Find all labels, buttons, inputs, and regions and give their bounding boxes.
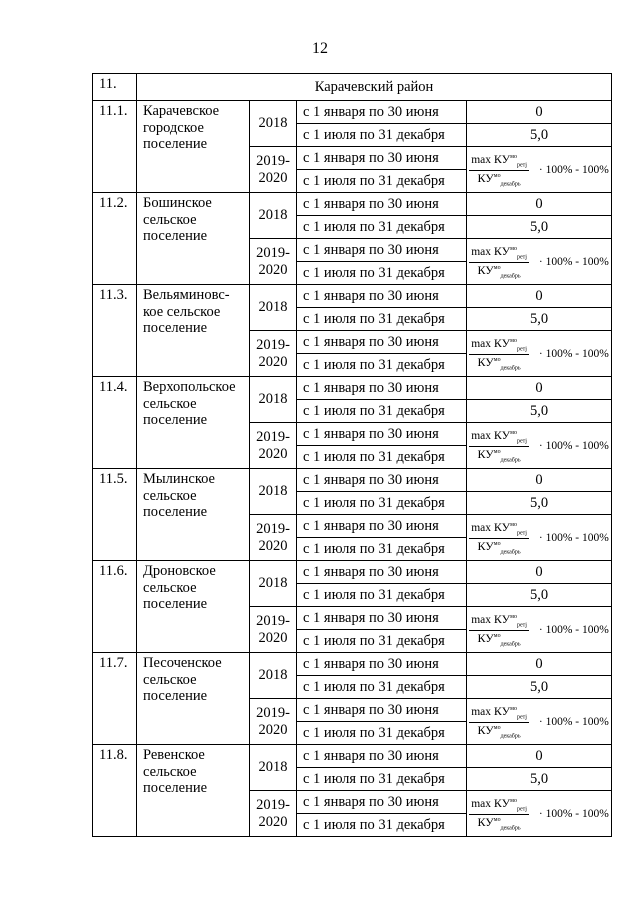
period-cell: с 1 января по 30 июня bbox=[297, 561, 467, 584]
row-number: 11.8. bbox=[93, 745, 137, 837]
formula-tail: · 100% - 100% bbox=[538, 531, 609, 544]
formula-ku: КУ bbox=[477, 355, 494, 369]
settlement-name: Песоченское сельское поселение bbox=[137, 653, 250, 745]
formula-sub: декабрь bbox=[500, 273, 521, 280]
settlement-name: Верхопольское сельское поселение bbox=[137, 377, 250, 469]
formula-ku: КУ bbox=[493, 703, 511, 718]
formula-sup: мо bbox=[493, 449, 501, 456]
formula-denominator bbox=[476, 631, 523, 648]
formula-sub: ретј bbox=[516, 438, 527, 445]
period-cell: с 1 января по 30 июня bbox=[297, 147, 467, 170]
formula-fraction bbox=[469, 245, 529, 280]
formula-denominator bbox=[476, 263, 523, 280]
formula-sup: мо bbox=[510, 797, 517, 804]
formula-tail: · 100% - 100% bbox=[538, 347, 609, 360]
table-row bbox=[93, 653, 612, 676]
period-cell: с 1 июля по 31 декабря bbox=[297, 722, 467, 745]
formula-ku: КУ bbox=[493, 519, 511, 534]
period-cell: с 1 января по 30 июня bbox=[297, 285, 467, 308]
year-range-cell: 2019-2020 bbox=[250, 515, 297, 561]
period-cell: с 1 января по 30 июня bbox=[297, 699, 467, 722]
value-cell: 0 bbox=[467, 285, 612, 308]
formula-sup: мо bbox=[510, 705, 517, 712]
tariff-table-body bbox=[93, 74, 612, 837]
settlement-name: Ревенское сельское поселение bbox=[137, 745, 250, 837]
settlement-name: Мылинское сельское поселение bbox=[137, 469, 250, 561]
formula-ku: КУ bbox=[477, 631, 494, 645]
formula-max: max bbox=[471, 429, 491, 442]
formula-ku: КУ bbox=[477, 263, 494, 277]
settlement-name: Дроновское сельское поселение bbox=[137, 561, 250, 653]
formula-cell bbox=[467, 515, 612, 561]
formula-sup: мо bbox=[510, 245, 517, 252]
section-number: 11. bbox=[93, 74, 137, 101]
table-row bbox=[93, 101, 612, 124]
value-cell: 5,0 bbox=[467, 400, 612, 423]
formula-cell bbox=[467, 147, 612, 193]
formula-sub: ретј bbox=[516, 806, 527, 813]
table-row bbox=[93, 745, 612, 768]
value-cell: 0 bbox=[467, 193, 612, 216]
value-cell: 0 bbox=[467, 745, 612, 768]
row-number: 11.5. bbox=[93, 469, 137, 561]
year-range-cell: 2019-2020 bbox=[250, 239, 297, 285]
formula-numerator bbox=[469, 797, 529, 815]
period-cell: с 1 июля по 31 декабря bbox=[297, 630, 467, 653]
year-range-cell: 2019-2020 bbox=[250, 607, 297, 653]
formula-sup: мо bbox=[510, 337, 517, 344]
formula-fraction bbox=[469, 613, 529, 648]
formula-tail: · 100% - 100% bbox=[538, 439, 609, 452]
formula-cell bbox=[467, 331, 612, 377]
formula-max: max bbox=[471, 245, 491, 258]
formula-denominator bbox=[476, 355, 523, 372]
table-row bbox=[93, 377, 612, 400]
period-cell: с 1 июля по 31 декабря bbox=[297, 814, 467, 837]
settlement-name: Карачевское городское поселение bbox=[137, 101, 250, 193]
row-number: 11.3. bbox=[93, 285, 137, 377]
growth-formula bbox=[469, 521, 609, 556]
formula-fraction bbox=[469, 797, 529, 832]
year-cell: 2018 bbox=[250, 101, 297, 147]
period-cell: с 1 января по 30 июня bbox=[297, 423, 467, 446]
period-cell: с 1 июля по 31 декабря bbox=[297, 262, 467, 285]
period-cell: с 1 июля по 31 декабря bbox=[297, 124, 467, 147]
value-cell: 5,0 bbox=[467, 216, 612, 239]
value-cell: 0 bbox=[467, 561, 612, 584]
formula-sup: мо bbox=[510, 613, 517, 620]
period-cell: с 1 января по 30 июня bbox=[297, 239, 467, 262]
formula-tail: · 100% - 100% bbox=[538, 255, 609, 268]
formula-ku: КУ bbox=[493, 427, 511, 442]
year-cell: 2018 bbox=[250, 561, 297, 607]
formula-sub: ретј bbox=[516, 346, 527, 353]
formula-max: max bbox=[471, 521, 491, 534]
formula-sup: мо bbox=[493, 265, 501, 272]
period-cell: с 1 июля по 31 декабря bbox=[297, 170, 467, 193]
year-cell: 2018 bbox=[250, 193, 297, 239]
growth-formula bbox=[469, 337, 609, 372]
row-number: 11.2. bbox=[93, 193, 137, 285]
formula-sub: декабрь bbox=[500, 733, 521, 740]
formula-sub: декабрь bbox=[500, 181, 521, 188]
formula-tail: · 100% - 100% bbox=[538, 715, 609, 728]
period-cell: с 1 июля по 31 декабря bbox=[297, 446, 467, 469]
formula-ku: КУ bbox=[477, 171, 494, 185]
table-row bbox=[93, 193, 612, 216]
growth-formula bbox=[469, 153, 609, 188]
period-cell: с 1 января по 30 июня bbox=[297, 607, 467, 630]
period-cell: с 1 января по 30 июня bbox=[297, 101, 467, 124]
formula-sub: декабрь bbox=[500, 549, 521, 556]
formula-denominator bbox=[476, 171, 523, 188]
value-cell: 5,0 bbox=[467, 676, 612, 699]
page-number: 12 bbox=[312, 40, 328, 57]
formula-tail: · 100% - 100% bbox=[538, 163, 609, 176]
value-cell: 0 bbox=[467, 469, 612, 492]
growth-formula bbox=[469, 245, 609, 280]
year-cell: 2018 bbox=[250, 745, 297, 791]
formula-ku: КУ bbox=[477, 447, 494, 461]
growth-formula bbox=[469, 613, 609, 648]
formula-sub: ретј bbox=[516, 714, 527, 721]
formula-sup: мо bbox=[493, 817, 501, 824]
year-range-cell: 2019-2020 bbox=[250, 423, 297, 469]
period-cell: с 1 июля по 31 декабря bbox=[297, 538, 467, 561]
formula-sub: ретј bbox=[516, 622, 527, 629]
formula-max: max bbox=[471, 153, 491, 166]
year-cell: 2018 bbox=[250, 377, 297, 423]
formula-cell bbox=[467, 239, 612, 285]
period-cell: с 1 июля по 31 декабря bbox=[297, 308, 467, 331]
formula-numerator bbox=[469, 337, 529, 355]
period-cell: с 1 июля по 31 декабря bbox=[297, 584, 467, 607]
formula-sub: ретј bbox=[516, 254, 527, 261]
period-cell: с 1 июля по 31 декабря bbox=[297, 354, 467, 377]
row-number: 11.4. bbox=[93, 377, 137, 469]
year-range-cell: 2019-2020 bbox=[250, 147, 297, 193]
formula-denominator bbox=[476, 539, 523, 556]
formula-ku: КУ bbox=[477, 539, 494, 553]
period-cell: с 1 июля по 31 декабря bbox=[297, 676, 467, 699]
row-number: 11.1. bbox=[93, 101, 137, 193]
value-cell: 5,0 bbox=[467, 584, 612, 607]
period-cell: с 1 января по 30 июня bbox=[297, 469, 467, 492]
period-cell: с 1 июля по 31 декабря bbox=[297, 400, 467, 423]
formula-sup: мо bbox=[493, 541, 501, 548]
section-header-row bbox=[93, 74, 612, 101]
table-row bbox=[93, 285, 612, 308]
value-cell: 5,0 bbox=[467, 492, 612, 515]
year-range-cell: 2019-2020 bbox=[250, 699, 297, 745]
growth-formula bbox=[469, 705, 609, 740]
year-range-cell: 2019-2020 bbox=[250, 791, 297, 837]
value-cell: 0 bbox=[467, 653, 612, 676]
formula-max: max bbox=[471, 613, 491, 626]
formula-denominator bbox=[476, 723, 523, 740]
period-cell: с 1 января по 30 июня bbox=[297, 193, 467, 216]
formula-sup: мо bbox=[510, 153, 517, 160]
formula-sup: мо bbox=[493, 633, 501, 640]
formula-sup: мо bbox=[493, 725, 501, 732]
period-cell: с 1 января по 30 июня bbox=[297, 331, 467, 354]
value-cell: 5,0 bbox=[467, 768, 612, 791]
formula-numerator bbox=[469, 429, 529, 447]
formula-ku: КУ bbox=[493, 243, 511, 258]
formula-fraction bbox=[469, 337, 529, 372]
formula-max: max bbox=[471, 797, 491, 810]
year-cell: 2018 bbox=[250, 469, 297, 515]
table-row bbox=[93, 469, 612, 492]
formula-sup: мо bbox=[510, 521, 517, 528]
formula-ku: КУ bbox=[493, 151, 511, 166]
formula-denominator bbox=[476, 815, 523, 832]
formula-ku: КУ bbox=[477, 723, 494, 737]
formula-cell bbox=[467, 699, 612, 745]
formula-numerator bbox=[469, 153, 529, 171]
formula-fraction bbox=[469, 153, 529, 188]
formula-sup: мо bbox=[493, 357, 501, 364]
formula-sub: декабрь bbox=[500, 641, 521, 648]
formula-denominator bbox=[476, 447, 523, 464]
formula-max: max bbox=[471, 337, 491, 350]
period-cell: с 1 июля по 31 декабря bbox=[297, 768, 467, 791]
year-cell: 2018 bbox=[250, 285, 297, 331]
formula-sup: мо bbox=[493, 173, 501, 180]
period-cell: с 1 января по 30 июня bbox=[297, 515, 467, 538]
formula-numerator bbox=[469, 705, 529, 723]
section-title: Карачевский район bbox=[137, 74, 612, 101]
formula-cell bbox=[467, 791, 612, 837]
formula-cell bbox=[467, 423, 612, 469]
value-cell: 0 bbox=[467, 101, 612, 124]
tariff-table bbox=[92, 73, 612, 837]
formula-sub: декабрь bbox=[500, 825, 521, 832]
table-row bbox=[93, 561, 612, 584]
formula-max: max bbox=[471, 705, 491, 718]
settlement-name: Бошинское сельское поселение bbox=[137, 193, 250, 285]
settlement-name: Вельяминовс-кое сельское поселение bbox=[137, 285, 250, 377]
growth-formula bbox=[469, 797, 609, 832]
formula-numerator bbox=[469, 521, 529, 539]
formula-fraction bbox=[469, 429, 529, 464]
year-cell: 2018 bbox=[250, 653, 297, 699]
formula-numerator bbox=[469, 245, 529, 263]
value-cell: 5,0 bbox=[467, 124, 612, 147]
period-cell: с 1 июля по 31 декабря bbox=[297, 216, 467, 239]
formula-ku: КУ bbox=[493, 795, 511, 810]
row-number: 11.6. bbox=[93, 561, 137, 653]
period-cell: с 1 января по 30 июня bbox=[297, 377, 467, 400]
formula-sub: декабрь bbox=[500, 457, 521, 464]
formula-sub: ретј bbox=[516, 530, 527, 537]
period-cell: с 1 января по 30 июня bbox=[297, 653, 467, 676]
formula-cell bbox=[467, 607, 612, 653]
formula-fraction bbox=[469, 521, 529, 556]
formula-ku: КУ bbox=[477, 815, 494, 829]
formula-tail: · 100% - 100% bbox=[538, 807, 609, 820]
value-cell: 0 bbox=[467, 377, 612, 400]
period-cell: с 1 января по 30 июня bbox=[297, 791, 467, 814]
formula-ku: КУ bbox=[493, 335, 511, 350]
year-range-cell: 2019-2020 bbox=[250, 331, 297, 377]
growth-formula bbox=[469, 429, 609, 464]
formula-sub: ретј bbox=[516, 162, 527, 169]
formula-sup: мо bbox=[510, 429, 517, 436]
row-number: 11.7. bbox=[93, 653, 137, 745]
period-cell: с 1 июля по 31 декабря bbox=[297, 492, 467, 515]
formula-tail: · 100% - 100% bbox=[538, 623, 609, 636]
formula-ku: КУ bbox=[493, 611, 511, 626]
period-cell: с 1 января по 30 июня bbox=[297, 745, 467, 768]
formula-fraction bbox=[469, 705, 529, 740]
formula-numerator bbox=[469, 613, 529, 631]
formula-sub: декабрь bbox=[500, 365, 521, 372]
value-cell: 5,0 bbox=[467, 308, 612, 331]
